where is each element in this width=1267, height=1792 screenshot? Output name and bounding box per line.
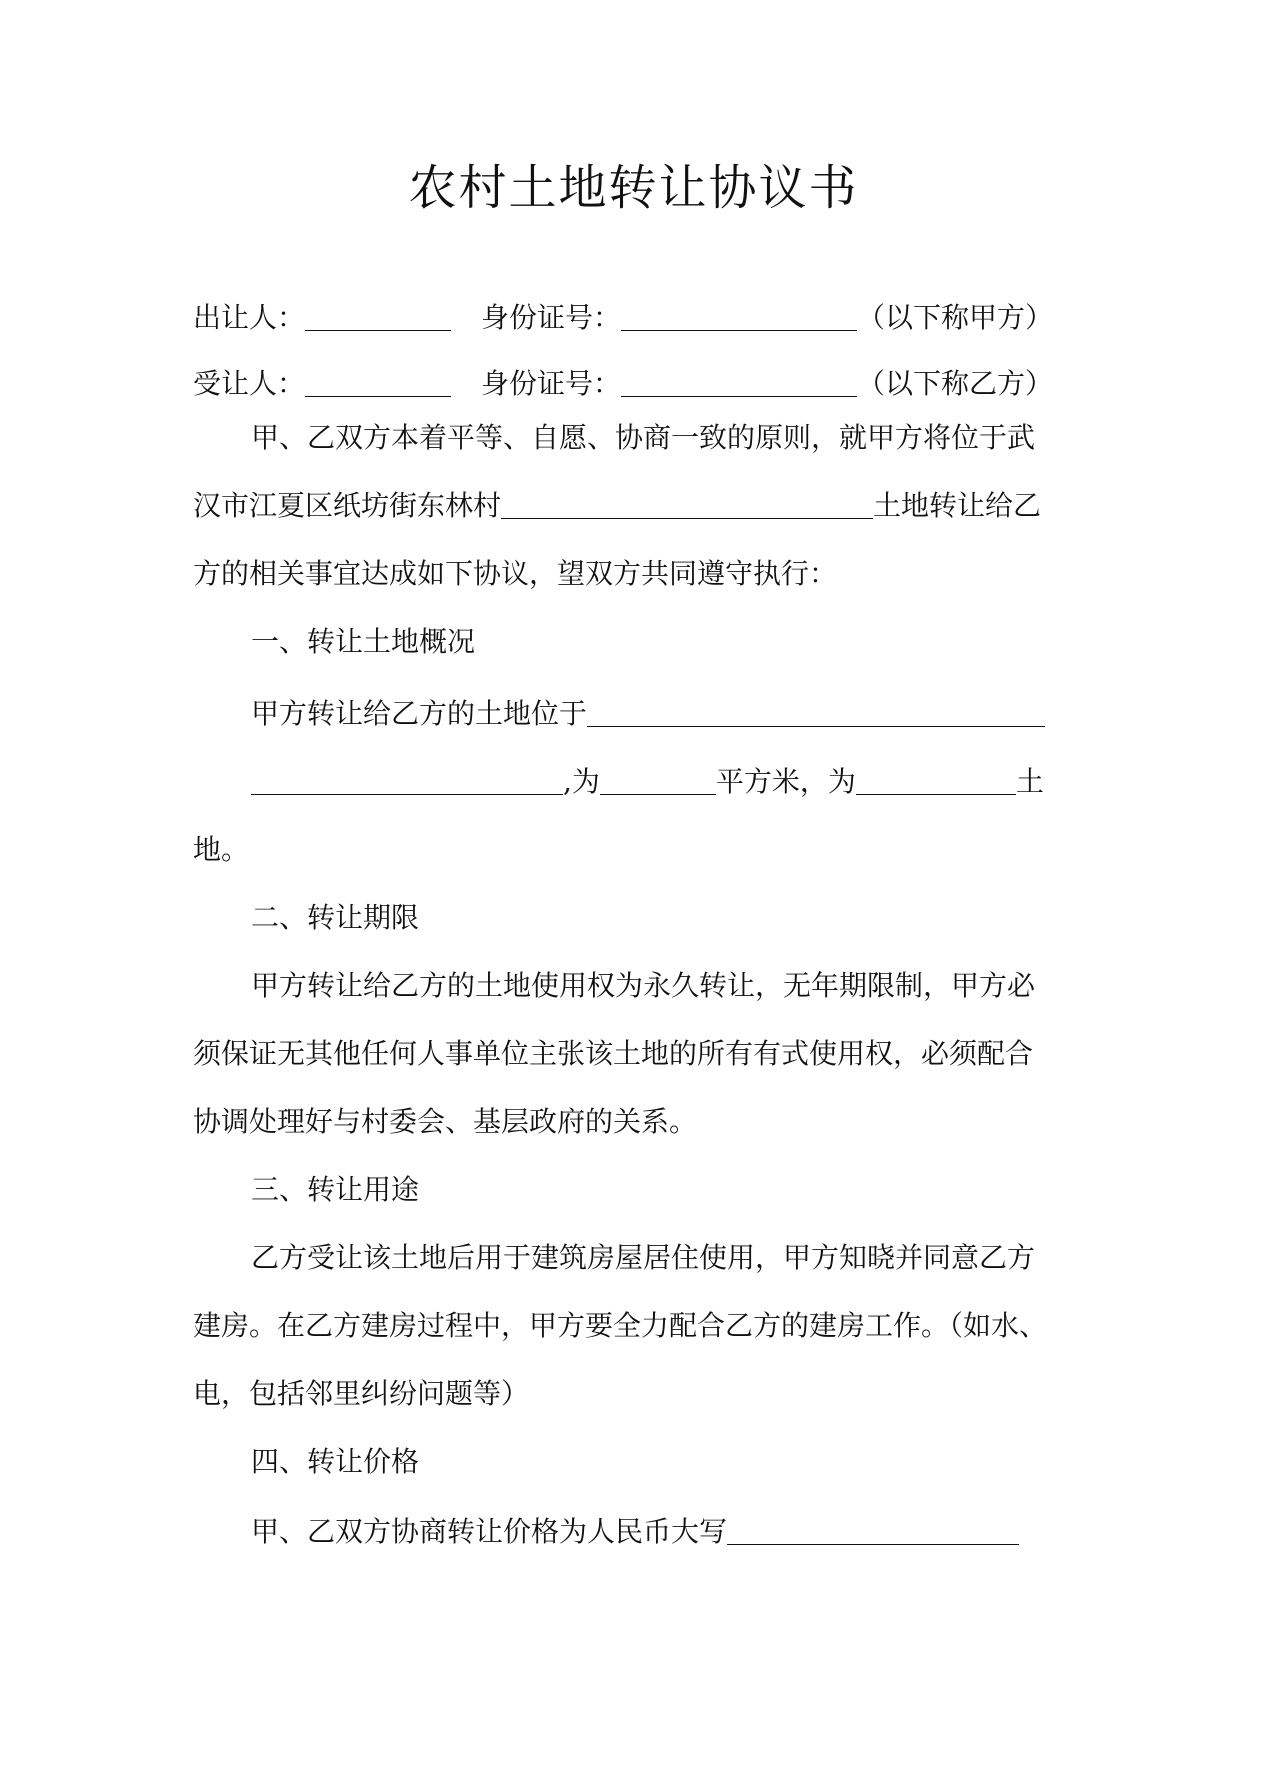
- section-2-heading: 二、转让期限: [251, 901, 420, 934]
- party-a-suffix: （以下称甲方）: [857, 301, 1054, 334]
- intro-line-3: [193, 554, 837, 594]
- party-b-id-blank[interactable]: [621, 366, 857, 397]
- section-3-line-1: 乙方受让该土地后用于建筑房屋居住使用，甲方知晓并同意乙方: [251, 1241, 1036, 1274]
- section-1-text-2a: ,为: [563, 765, 600, 798]
- party-a-id-blank[interactable]: [621, 300, 857, 331]
- land-position-continued-blank[interactable]: [251, 764, 563, 795]
- land-type-blank[interactable]: [856, 764, 1016, 795]
- section-3-heading: 三、转让用途: [251, 1173, 420, 1206]
- party-a-id-label: 身份证号：: [481, 301, 622, 334]
- intro-text-2-prefix: 汉市江夏区纸坊街东林村: [193, 489, 502, 522]
- section-1-line-1: [251, 694, 1045, 734]
- section-4-text-1: 甲、乙双方协商转让价格为人民币大写: [251, 1515, 728, 1548]
- section-1-line-3: 地。: [193, 833, 250, 866]
- section-1-heading: 一、转让土地概况: [251, 625, 476, 658]
- transferee-label: 受让人：: [193, 367, 306, 400]
- intro-text-1: 甲、乙双方本着平等、自愿、协商一致的原则，就甲方将位于武: [251, 421, 1036, 454]
- section-1-text-2c: 土: [1015, 765, 1044, 798]
- land-location-blank[interactable]: [501, 488, 873, 519]
- party-b-suffix: （以下称乙方）: [857, 367, 1054, 400]
- party-b-line: [193, 364, 1053, 404]
- section-4-heading: 四、转让价格: [251, 1445, 420, 1478]
- intro-text-2-suffix: 土地转让给乙: [873, 489, 1042, 522]
- section-1-text-1: 甲方转让给乙方的土地位于: [251, 697, 588, 730]
- intro-text-3: 方的相关事宜达成如下协议，望双方共同遵守执行：: [193, 557, 838, 590]
- transferor-label: 出让人：: [193, 301, 306, 334]
- section-2-line-2: 须保证无其他任何人事单位主张该土地的所有有式使用权，必须配合: [193, 1037, 1034, 1070]
- intro-line-1: [251, 418, 1035, 458]
- transferor-name-blank[interactable]: [305, 300, 451, 331]
- document-title: 农村土地转让协议书: [408, 160, 859, 216]
- area-blank[interactable]: [600, 764, 716, 795]
- party-a-line: [193, 298, 1053, 338]
- land-position-blank[interactable]: [587, 696, 1045, 727]
- section-3-line-3: 电，包括邻里纠纷问题等）: [193, 1377, 530, 1410]
- party-b-id-label: 身份证号：: [481, 367, 622, 400]
- section-2-line-1: 甲方转让给乙方的土地使用权为永久转让，无年期限制，甲方必: [251, 969, 1036, 1002]
- transferee-name-blank[interactable]: [305, 366, 451, 397]
- section-4-line-1: [251, 1512, 1019, 1552]
- section-2-line-3: 协调处理好与村委会、基层政府的关系。: [193, 1105, 698, 1138]
- section-3-line-2: 建房。在乙方建房过程中，甲方要全力配合乙方的建房工作。（如水、: [193, 1309, 1048, 1342]
- price-in-words-blank[interactable]: [727, 1514, 1019, 1545]
- section-1-text-2b: 平方米，为: [715, 765, 856, 798]
- section-1-line-2: [251, 762, 1044, 802]
- intro-line-2: [193, 486, 1041, 526]
